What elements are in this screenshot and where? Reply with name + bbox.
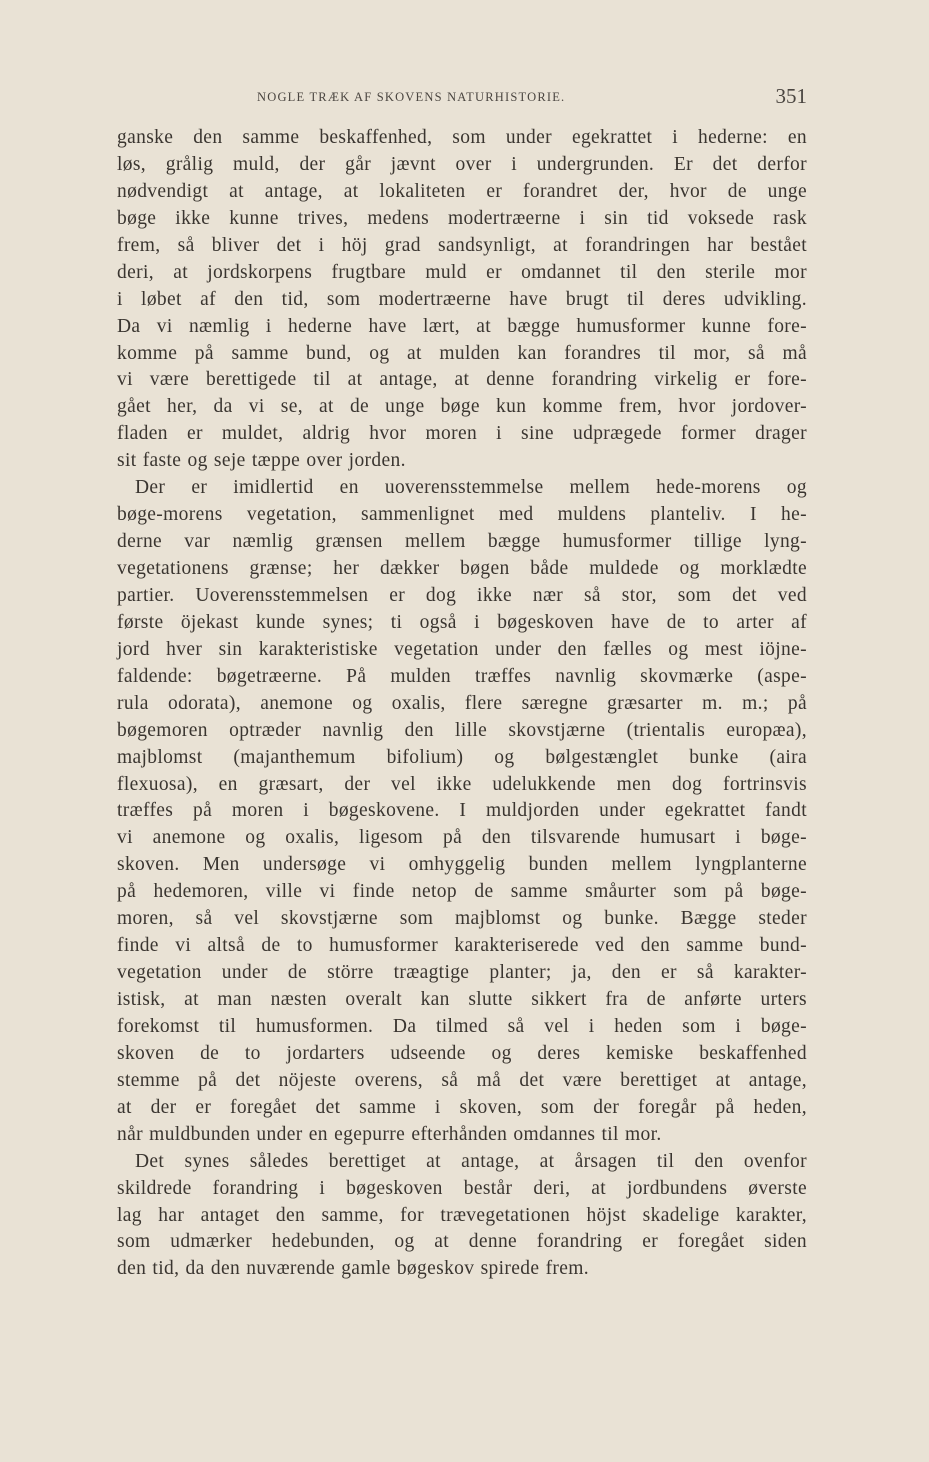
text-line: moren, så vel skovstjærne som majblomst og bunke. Bægge steder xyxy=(117,908,807,930)
text-line: når muldbunden under en egepurre efterhånden omdannes til mor. xyxy=(117,1123,662,1145)
text-line: bøge-morens vegetation, sammenlignet med muldens planteliv. I he- xyxy=(117,504,807,526)
text-line: stemme på det nöjeste overens, så må det være berettiget at antage, xyxy=(117,1069,807,1091)
text-line: forekomst til humusformen. Da tilmed så vel i heden som i bøge- xyxy=(117,1015,807,1037)
text-line: første öjekast kunde synes; ti også i bøgeskoven have de to arter af xyxy=(117,611,807,633)
text-line: Der er imidlertid en uoverensstemmelse mellem hede-morens og xyxy=(135,477,807,499)
paragraph xyxy=(117,125,807,475)
text-line: deri, at jordskorpens frugtbare muld er omdannet til den sterile mor xyxy=(117,261,807,283)
text-line: den tid, da den nuværende gamle bøgeskov spirede frem. xyxy=(117,1258,590,1280)
text-line: skildrede forandring i bøgeskoven består deri, at jordbundens øverste xyxy=(117,1177,807,1199)
page-header xyxy=(117,86,807,110)
text-line: sit faste og seje tæppe over jorden. xyxy=(117,450,406,472)
text-line: nødvendigt at antage, at lokaliteten er forandret der, hvor de unge xyxy=(117,180,807,202)
text-line: finde vi altså de to humusformer karakteriserede ved den samme bund- xyxy=(117,935,807,957)
text-line: flexuosa), en græsart, der vel ikke udelukkende men dog fortrinsvis xyxy=(117,773,807,795)
text-line: fladen er muldet, aldrig hvor moren i sine udprægede former drager xyxy=(117,423,807,445)
text-line: skoven. Men undersøge vi omhyggelig bunden mellem lyngplanterne xyxy=(117,854,807,876)
text-line: Da vi næmlig i hederne have lært, at bægge humusformer kunne fore- xyxy=(117,315,807,337)
text-line: træffes på moren i bøgeskovene. I muldjorden under egekrattet fandt xyxy=(117,800,807,822)
text-line: jord hver sin karakteristiske vegetation under den fælles og mest iöjne- xyxy=(117,638,807,660)
text-line: vegetation under de större træagtige planter; ja, den er så karakter- xyxy=(117,962,807,984)
text-line: i løbet af den tid, som modertræerne have brugt til deres udvikling. xyxy=(117,288,807,310)
text-line: frem, så bliver det i höj grad sandsynligt, at forandringen har bestået xyxy=(117,234,807,256)
text-line: ganske den samme beskaffenhed, som under egekrattet i hederne: en xyxy=(117,127,807,148)
text-line: løs, grålig muld, der går jævnt over i undergrunden. Er det derfor xyxy=(117,153,807,175)
text-line: derne var næmlig grænsen mellem bægge humusformer tillige lyng- xyxy=(117,531,807,553)
text-line: at der er foregået det samme i skoven, som der foregår på heden, xyxy=(117,1096,807,1118)
text-line: komme på samme bund, og at mulden kan forandres til mor, så må xyxy=(117,342,807,364)
text-line: som udmærker hedebunden, og at denne forandring er foregået siden xyxy=(117,1231,807,1253)
text-line: vegetationens grænse; her dækker bøgen både muldede og morklædte xyxy=(117,558,807,579)
page-number: 351 xyxy=(775,84,807,108)
paragraph xyxy=(117,1149,807,1284)
text-line: på hedemoren, ville vi finde netop de samme småurter som på bøge- xyxy=(117,881,807,903)
text-line: istisk, at man næsten overalt kan slutte sikkert fra de anførte urters xyxy=(117,989,807,1010)
text-line: bøgemoren optræder navnlig den lille skovstjærne (trientalis europæa), xyxy=(117,719,807,741)
body-text xyxy=(117,125,807,1283)
text-line: rula odorata), anemone og oxalis, flere særegne græsarter m. m.; på xyxy=(117,692,807,714)
text-line: vi være berettigede til at antage, at denne forandring virkelig er fore- xyxy=(117,369,807,391)
text-line: bøge ikke kunne trives, medens modertræerne i sin tid voksede rask xyxy=(117,207,807,229)
running-title: NOGLE TRÆK AF SKOVENS NATURHISTORIE. xyxy=(257,90,566,104)
text-line: majblomst (majanthemum bifolium) og bølgestænglet bunke (aira xyxy=(117,746,807,768)
text-line: vi anemone og oxalis, ligesom på den tilsvarende humusart i bøge- xyxy=(117,827,807,849)
paragraph xyxy=(117,475,807,1148)
text-line: Det synes således berettiget at antage, at årsagen til den ovenfor xyxy=(135,1150,807,1172)
text-line: lag har antaget den samme, for trævegetationen höjst skadelige karakter, xyxy=(117,1204,807,1226)
text-line: skoven de to jordarters udseende og deres kemiske beskaffenhed xyxy=(117,1042,807,1064)
text-line: partier. Uoverensstemmelsen er dog ikke nær så stor, som det ved xyxy=(117,584,807,606)
text-line: faldende: bøgetræerne. På mulden træffes navnlig skovmærke (aspe- xyxy=(117,665,807,687)
text-line: gået her, da vi se, at de unge bøge kun komme frem, hvor jordover- xyxy=(117,396,807,418)
